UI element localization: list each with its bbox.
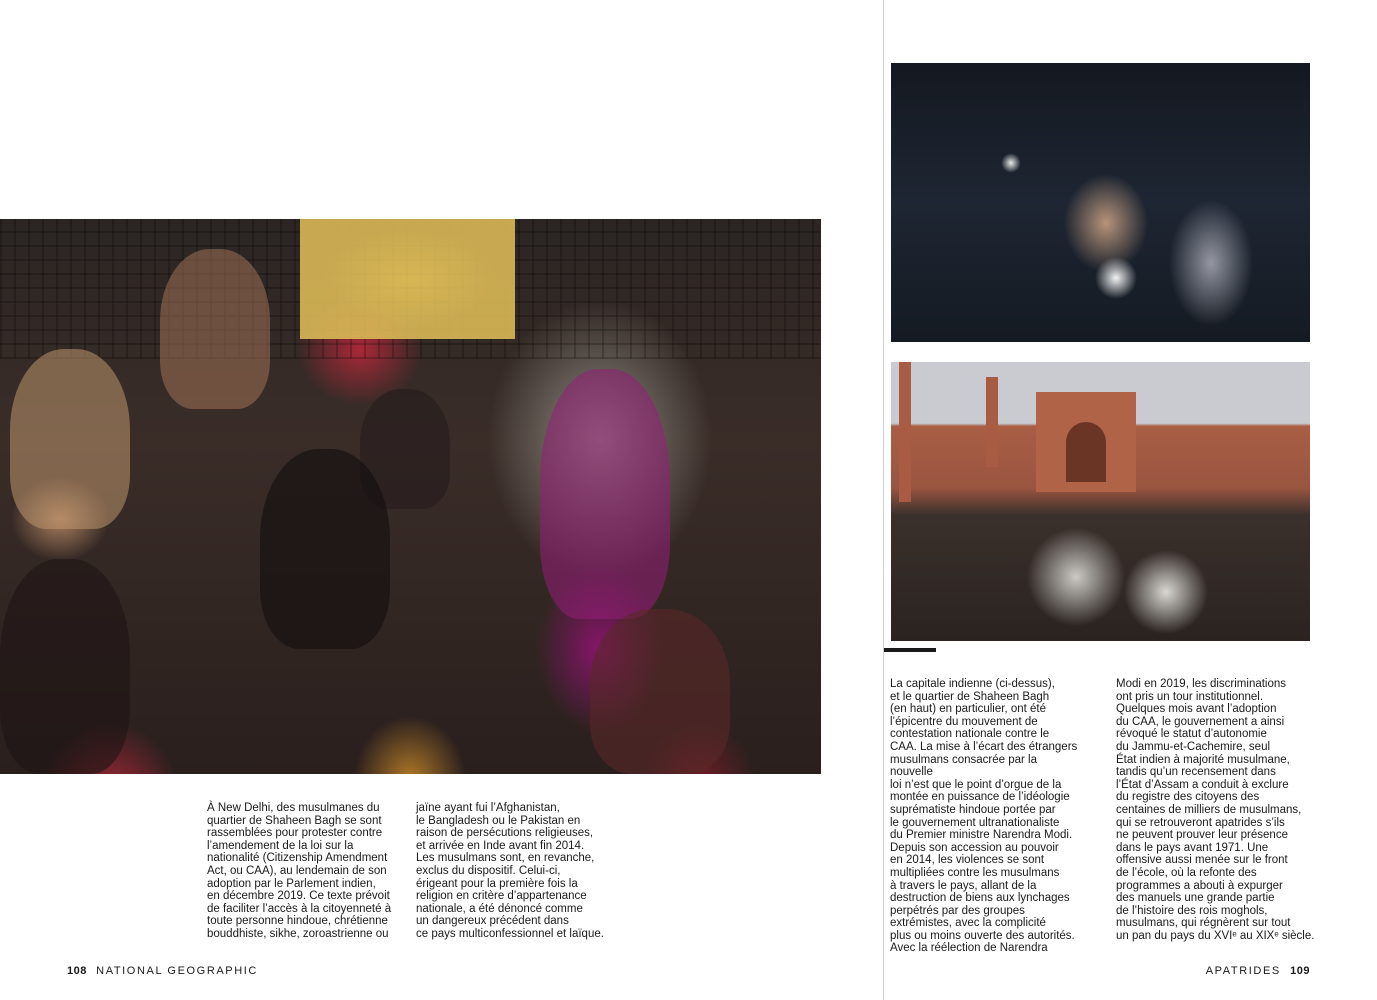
body-line: CAA. La mise à l’écart des étrangers xyxy=(890,740,1078,753)
body-line: suprématiste hindoue portée par xyxy=(890,803,1056,816)
right-folio xyxy=(1206,965,1310,977)
caption-line: nationale, a été dénoncé comme xyxy=(416,902,583,915)
photo-shaheen-bagh-women xyxy=(0,219,821,774)
caption-line: l’amendement de la loi sur la xyxy=(207,839,354,852)
body-line: du Premier ministre Narendra Modi. xyxy=(890,829,1073,842)
photo-figure xyxy=(260,449,390,649)
caption-line: nationalité (Citizenship Amendment xyxy=(207,852,388,865)
photo-figure xyxy=(160,249,270,409)
body-line: et le quartier de Shaheen Bagh xyxy=(890,690,1050,703)
body-line: du Jammu-et-Cachemire, seul xyxy=(1116,740,1271,753)
body-line: du CAA, le gouvernement a ainsi xyxy=(1116,715,1285,728)
body-line: l’État d’Assam a conduit à exclure xyxy=(1116,778,1289,791)
body-line: musulmans, qui régnèrent sur tout xyxy=(1116,917,1291,930)
body-line: La capitale indienne (ci-dessus), xyxy=(890,678,1055,690)
body-line: ne peuvent prouver leur présence xyxy=(1116,829,1288,842)
body-line: offensive aussi menée sur le front xyxy=(1116,854,1288,867)
photo-protest-banner xyxy=(300,219,515,339)
body-line: en 2014, les violences se sont xyxy=(890,854,1045,867)
article-col1 xyxy=(890,678,1078,955)
photo-figure xyxy=(540,369,670,619)
photo-caption-col2 xyxy=(416,802,616,941)
body-line: plus ou moins ouverte des autorités. xyxy=(890,929,1075,942)
body-line: perpétrés par des groupes xyxy=(890,904,1025,917)
body-line: l’épicentre du mouvement de xyxy=(890,715,1038,728)
caption-line: Act, ou CAA), au lendemain de son xyxy=(207,864,387,877)
caption-line: bouddhiste, sikhe, zoroastrienne ou xyxy=(207,927,389,940)
body-line: multipliées contre les musulmans xyxy=(890,866,1060,879)
photo-mosque-arch xyxy=(1066,422,1106,482)
body-line: Quelques mois avant l’adoption xyxy=(1116,703,1277,716)
body-line: un pan du pays du XVIᵉ au XIXᵉ siècle. xyxy=(1116,929,1315,942)
body-line: de l’histoire des rois moghols, xyxy=(1116,904,1268,917)
article-rule xyxy=(884,648,936,652)
caption-line: adoption par le Parlement indien, xyxy=(207,877,376,890)
caption-line: jaïne ayant fui l’Afghanistan, xyxy=(416,802,560,814)
body-line: État indien à majorité musulmane, xyxy=(1116,753,1290,766)
caption-line: ce pays multiconfessionnel et laïque. xyxy=(416,927,604,940)
caption-line: Les musulmans sont, en revanche, xyxy=(416,852,595,865)
caption-line: rassemblées pour protester contre xyxy=(207,827,383,840)
section-name: APATRIDES xyxy=(1205,965,1281,977)
photo-minaret xyxy=(899,362,911,502)
page-number-right: 109 xyxy=(1290,965,1310,977)
photo-caption-col1 xyxy=(207,802,402,941)
body-line: des manuels une grande partie xyxy=(1116,892,1275,905)
body-line: tandis qu’un recensement dans xyxy=(1116,766,1276,779)
body-line: montée en puissance de l’idéologie xyxy=(890,791,1070,804)
body-line: (en haut) en particulier, ont été xyxy=(890,703,1046,716)
body-line: Modi en 2019, les discriminations xyxy=(1116,678,1287,690)
publication-name: NATIONAL GEOGRAPHIC xyxy=(96,965,258,977)
caption-line: religion en critère d’appartenance xyxy=(416,890,587,903)
body-line: centaines de milliers de musulmans, xyxy=(1116,803,1302,816)
body-line: de l’école, où la refonte des xyxy=(1116,866,1257,879)
body-line: contestation nationale contre le xyxy=(890,728,1050,741)
body-line: programmes a abouti à expurger xyxy=(1116,879,1283,892)
photo-protest-crowd xyxy=(891,63,1310,342)
body-line: à travers le pays, allant de la xyxy=(890,879,1037,892)
caption-line: un dangereux précédent dans xyxy=(416,915,569,928)
body-line: le gouvernement ultranationaliste xyxy=(890,816,1060,829)
photo-jama-masjid xyxy=(891,362,1310,641)
article-col2 xyxy=(1116,678,1316,942)
caption-line: toute personne hindoue, chrétienne xyxy=(207,915,388,928)
left-folio xyxy=(67,965,258,977)
body-line: musulmans consacrée par la nouvelle xyxy=(890,753,1038,779)
photo-minaret xyxy=(986,377,998,467)
caption-line: quartier de Shaheen Bagh se sont xyxy=(207,814,382,827)
caption-line: le Bangladesh ou le Pakistan en xyxy=(416,814,581,827)
caption-line: exclus du dispositif. Celui-ci, xyxy=(416,864,561,877)
photo-figure xyxy=(0,559,130,774)
caption-line: et arrivée en Inde avant fin 2014. xyxy=(416,839,585,852)
body-line: loi n’est que le point d’orgue de la xyxy=(890,778,1062,791)
caption-line: de faciliter l’accès à la citoyenneté à xyxy=(207,902,392,915)
page-number-left: 108 xyxy=(67,965,87,977)
body-line: dans le pays avant 1971. Une xyxy=(1116,841,1269,854)
photo-figure xyxy=(10,349,130,529)
body-line: révoqué le statut d’autonomie xyxy=(1116,728,1267,741)
body-line: extrémistes, avec la complicité xyxy=(890,917,1046,930)
caption-line: À New Delhi, des musulmanes du xyxy=(207,802,380,814)
photo-figure xyxy=(590,609,730,774)
body-line: ont pris un tour institutionnel. xyxy=(1116,690,1264,703)
caption-line: érigeant pour la première fois la xyxy=(416,877,578,890)
body-line: destruction de biens aux lynchages xyxy=(890,892,1070,905)
caption-line: en décembre 2019. Ce texte prévoit xyxy=(207,890,390,903)
caption-line: raison de persécutions religieuses, xyxy=(416,827,594,840)
body-line: Depuis son accession au pouvoir xyxy=(890,841,1059,854)
body-line: qui se retrouveront apatrides s’ils xyxy=(1116,816,1285,829)
body-line: du registre des citoyens des xyxy=(1116,791,1260,804)
body-line: Avec la réélection de Narendra xyxy=(890,942,1048,955)
page-gutter xyxy=(883,0,884,1000)
